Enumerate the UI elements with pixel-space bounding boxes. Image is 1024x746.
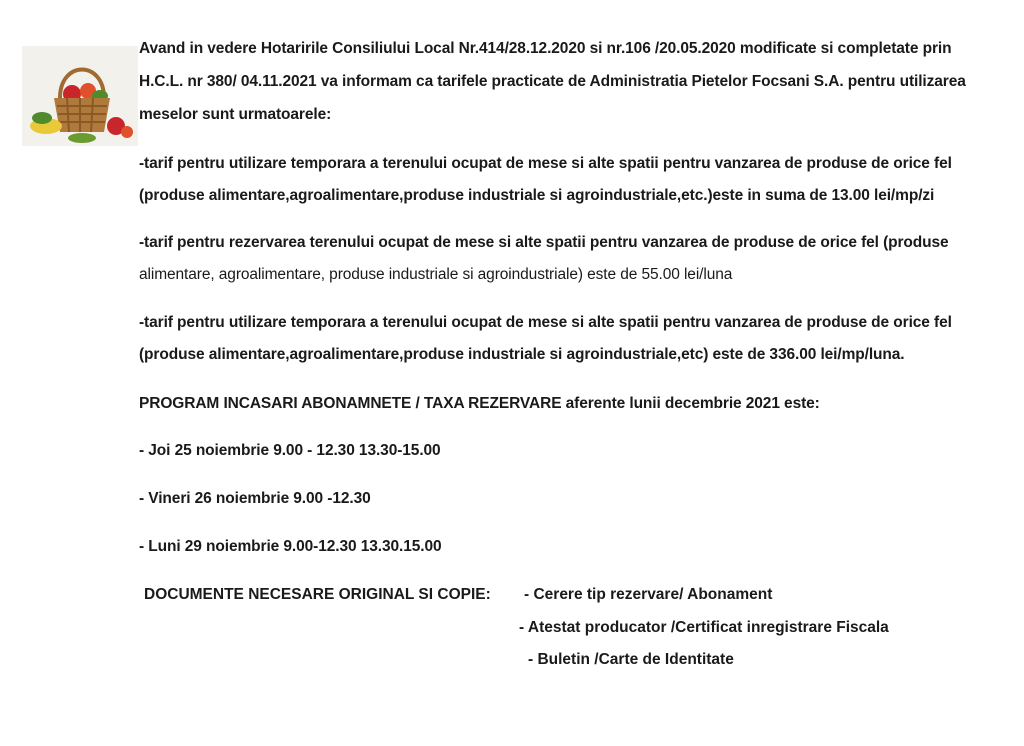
document-item-2: - Atestat producator /Certificat inregistrare Fiscala (519, 619, 889, 636)
documents-label: DOCUMENTE NECESARE ORIGINAL SI COPIE: (144, 586, 491, 603)
intro-line-1: Avand in vedere Hotaririle Consiliului Local Nr.414/28.12.2020 si nr.106 /20.05.2020 modificate si completate prin (139, 40, 952, 57)
tariff-3-line-1: -tarif pentru utilizare temporara a terenului ocupat de mese si alte spatii pentru vanzarea de produse de orice fel (139, 314, 952, 331)
tariff-2-line-2: alimentare, agroalimentare, produse industriale si agroindustriale) este de 55.00 lei/luna (139, 266, 733, 283)
program-day-2: - Vineri 26 noiembrie 9.00 -12.30 (139, 490, 371, 507)
vegetable-basket-icon (22, 46, 138, 146)
document-item-3: - Buletin /Carte de Identitate (528, 651, 734, 668)
tariff-1-line-1: -tarif pentru utilizare temporara a terenului ocupat de mese si alte spatii pentru vanzarea de produse de orice fel (139, 155, 952, 172)
program-day-1: - Joi 25 noiembrie 9.00 - 12.30 13.30-15.00 (139, 442, 441, 459)
tariff-1-line-2: (produse alimentare,agroalimentare,produse industriale si agroindustriale,etc.)este in suma de 13.00 lei/mp/zi (139, 187, 935, 204)
program-heading: PROGRAM INCASARI ABONAMNETE / TAXA REZERVARE aferente lunii decembrie 2021 este: (139, 395, 820, 412)
intro-line-2: H.C.L. nr 380/ 04.11.2021 va informam ca tarifele practicate de Administratia Pietelor Focsani S.A. pentru utilizarea (139, 73, 966, 90)
intro-line-3: meselor sunt urmatoarele: (139, 106, 332, 123)
tariff-2-line-1: -tarif pentru rezervarea terenului ocupat de mese si alte spatii pentru vanzarea de produse de orice fel (produse (139, 234, 949, 251)
tariff-3-line-2: (produse alimentare,agroalimentare,produse industriale si agroindustriale,etc) este de 336.00 lei/mp/luna. (139, 346, 905, 363)
document-item-1: - Cerere tip rezervare/ Abonament (524, 586, 773, 603)
program-day-3: - Luni 29 noiembrie 9.00-12.30 13.30.15.00 (139, 538, 442, 555)
